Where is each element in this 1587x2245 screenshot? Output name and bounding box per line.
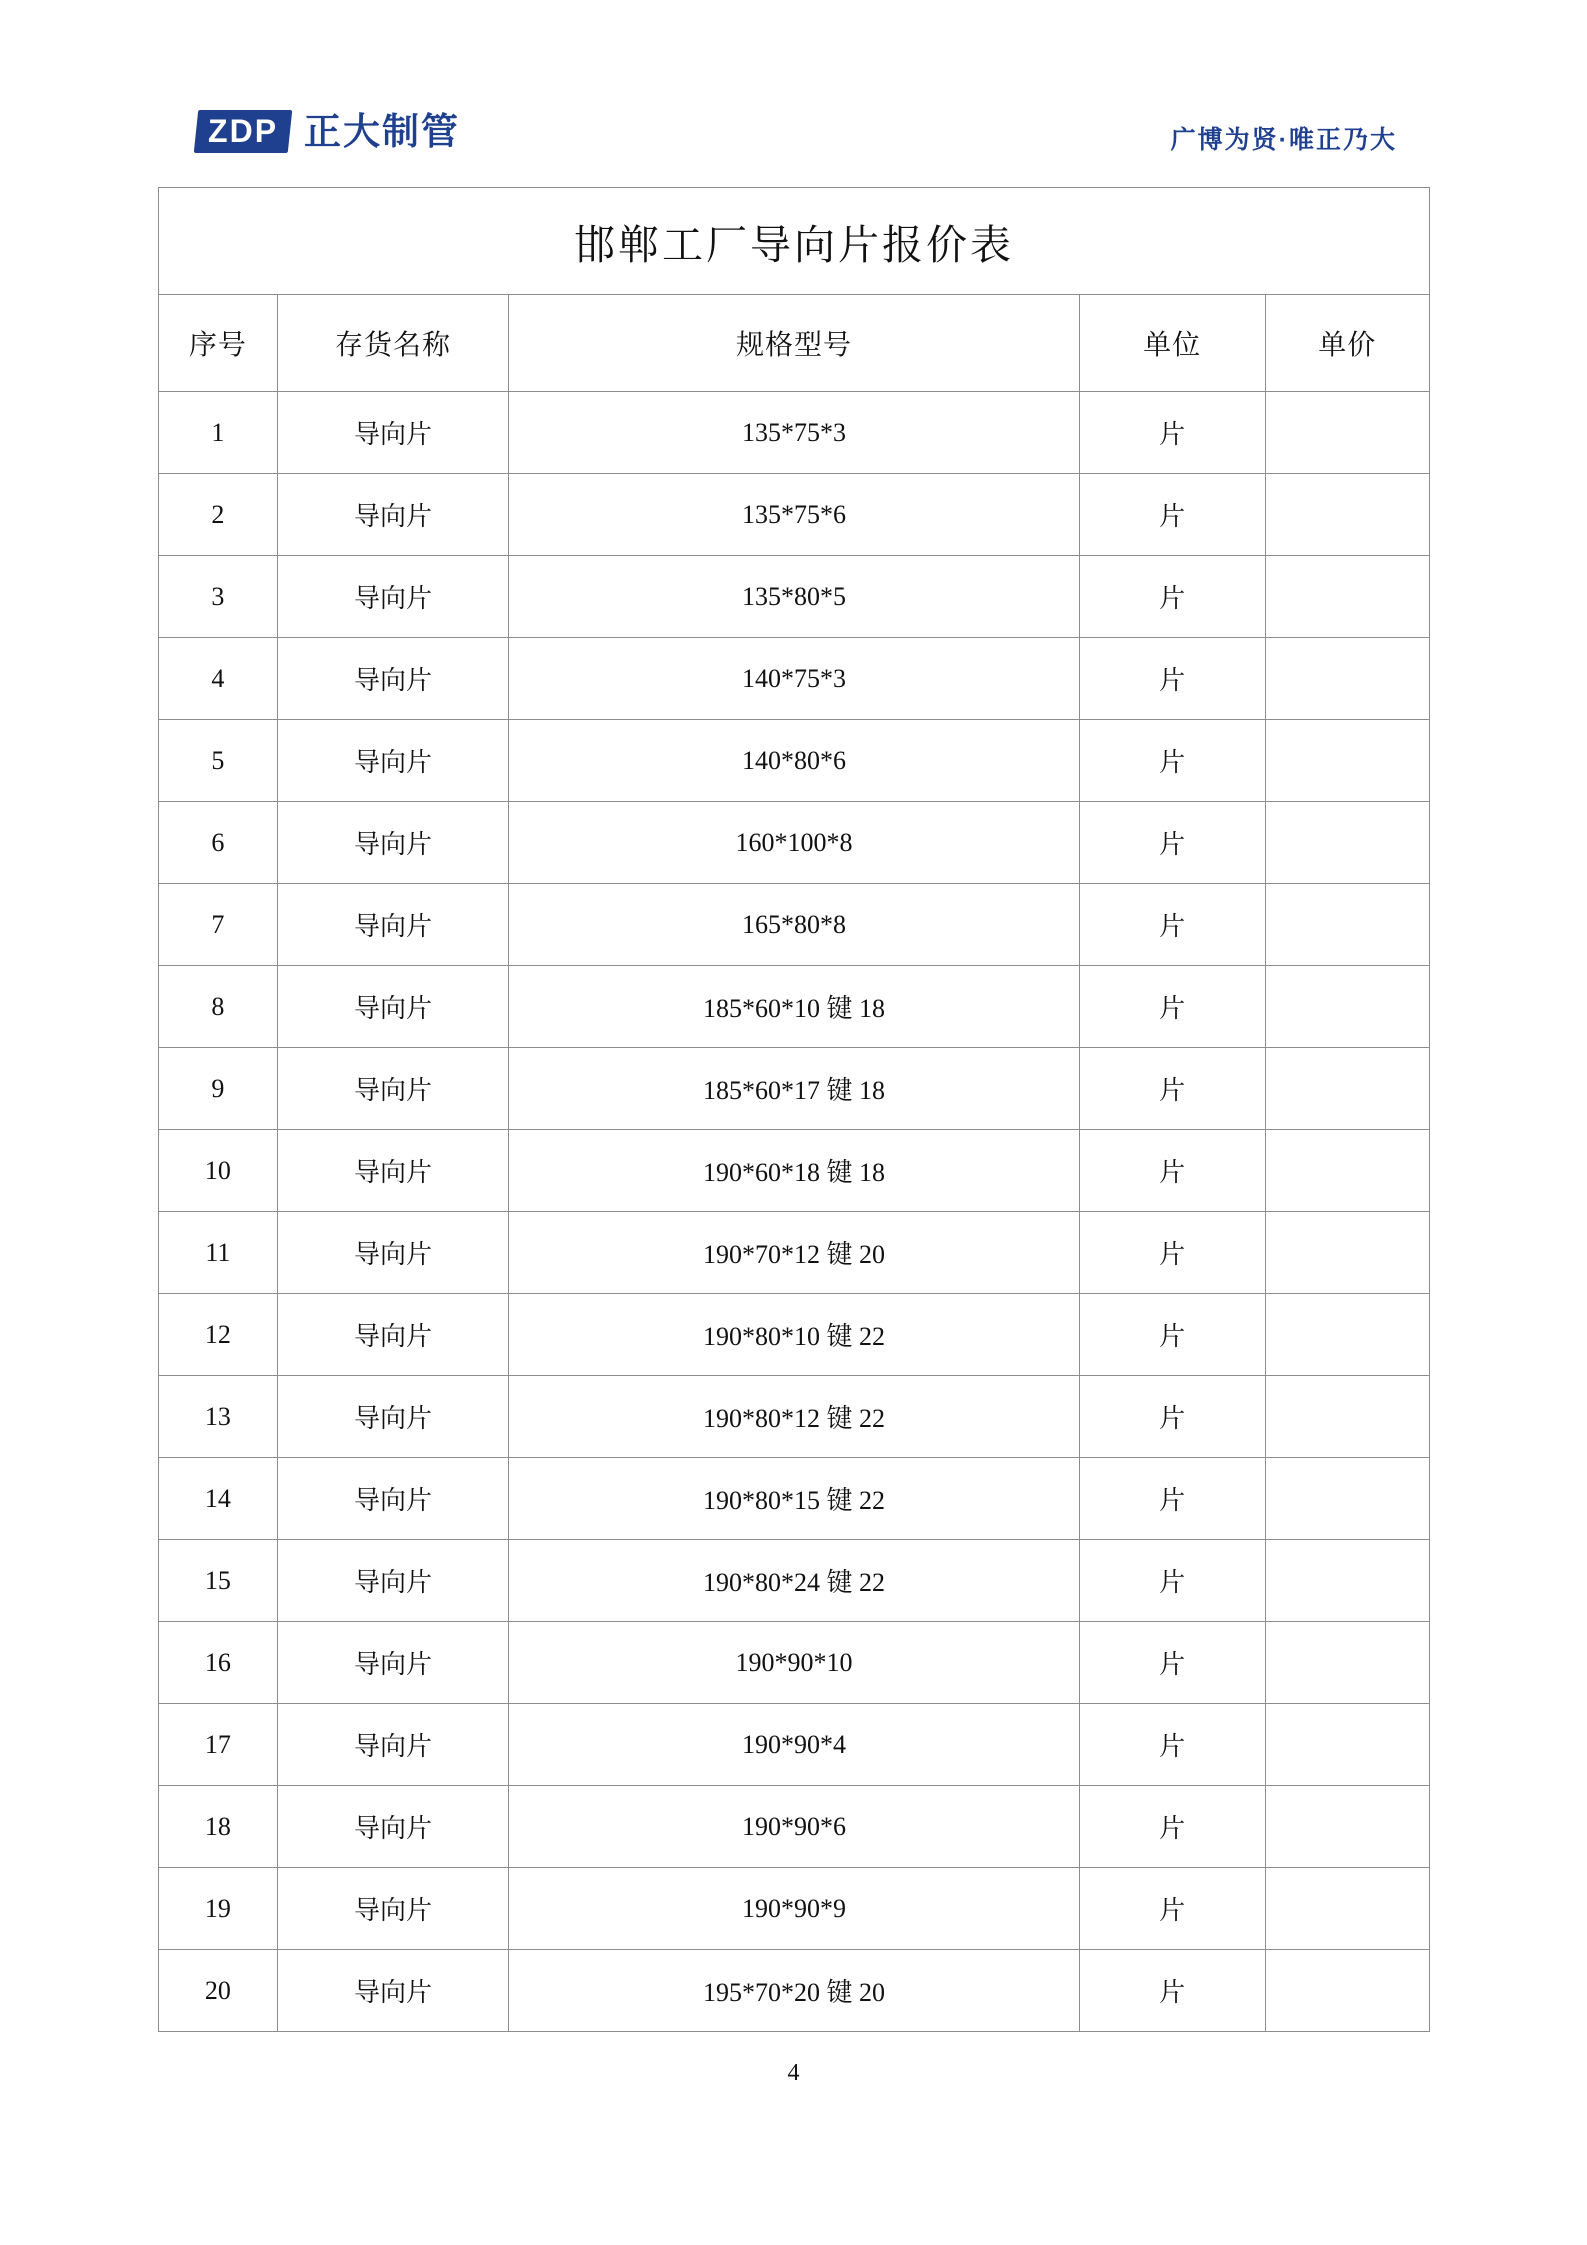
cell-spec: 165*80*8 — [509, 884, 1080, 966]
cell-price — [1265, 802, 1430, 884]
cell-unit: 片 — [1079, 1704, 1265, 1786]
table-row — [159, 1622, 1430, 1704]
cell-index: 12 — [159, 1294, 278, 1376]
cell-spec: 190*90*10 — [509, 1622, 1080, 1704]
table-row — [159, 638, 1430, 720]
cell-price — [1265, 638, 1430, 720]
cell-price — [1265, 1704, 1430, 1786]
cell-price — [1265, 1622, 1430, 1704]
cell-price — [1265, 1376, 1430, 1458]
table-row — [159, 556, 1430, 638]
cell-index: 13 — [159, 1376, 278, 1458]
cell-unit: 片 — [1079, 474, 1265, 556]
cell-unit: 片 — [1079, 1294, 1265, 1376]
page-header — [0, 0, 1587, 185]
cell-unit: 片 — [1079, 1130, 1265, 1212]
cell-unit: 片 — [1079, 884, 1265, 966]
table-row — [159, 1376, 1430, 1458]
table-row — [159, 1540, 1430, 1622]
cell-spec: 185*60*17 键 18 — [509, 1048, 1080, 1130]
cell-name: 导向片 — [277, 556, 508, 638]
logo-mark-text: ZDP — [208, 113, 279, 149]
page-number: 4 — [787, 2060, 800, 2086]
table-row — [159, 884, 1430, 966]
cell-unit: 片 — [1079, 1376, 1265, 1458]
cell-spec: 135*75*3 — [509, 392, 1080, 474]
cell-name: 导向片 — [277, 1622, 508, 1704]
table-title: 邯郸工厂导向片报价表 — [159, 188, 1430, 295]
cell-spec: 135*75*6 — [509, 474, 1080, 556]
cell-index: 3 — [159, 556, 278, 638]
cell-name: 导向片 — [277, 1212, 508, 1294]
cell-index: 20 — [159, 1950, 278, 2032]
cell-price — [1265, 1212, 1430, 1294]
cell-price — [1265, 1540, 1430, 1622]
cell-index: 16 — [159, 1622, 278, 1704]
cell-unit: 片 — [1079, 1048, 1265, 1130]
table-row — [159, 1458, 1430, 1540]
table-row — [159, 1212, 1430, 1294]
cell-spec: 140*80*6 — [509, 720, 1080, 802]
cell-name: 导向片 — [277, 474, 508, 556]
cell-spec: 160*100*8 — [509, 802, 1080, 884]
cell-name: 导向片 — [277, 1786, 508, 1868]
cell-index: 7 — [159, 884, 278, 966]
column-header-index: 序号 — [159, 295, 278, 392]
cell-unit: 片 — [1079, 802, 1265, 884]
cell-index: 2 — [159, 474, 278, 556]
price-table-container — [158, 187, 1430, 2032]
cell-spec: 190*80*10 键 22 — [509, 1294, 1080, 1376]
table-row — [159, 966, 1430, 1048]
cell-unit: 片 — [1079, 1212, 1265, 1294]
table-row — [159, 1950, 1430, 2032]
table-row — [159, 720, 1430, 802]
cell-price — [1265, 1786, 1430, 1868]
table-row — [159, 1868, 1430, 1950]
cell-unit: 片 — [1079, 1540, 1265, 1622]
column-header-name: 存货名称 — [277, 295, 508, 392]
column-header-spec: 规格型号 — [509, 295, 1080, 392]
table-row — [159, 1294, 1430, 1376]
cell-name: 导向片 — [277, 802, 508, 884]
cell-price — [1265, 474, 1430, 556]
cell-index: 14 — [159, 1458, 278, 1540]
cell-price — [1265, 556, 1430, 638]
cell-index: 18 — [159, 1786, 278, 1868]
cell-spec: 140*75*3 — [509, 638, 1080, 720]
cell-spec: 190*80*15 键 22 — [509, 1458, 1080, 1540]
table-title-row — [159, 188, 1430, 295]
cell-name: 导向片 — [277, 1950, 508, 2032]
cell-name: 导向片 — [277, 1868, 508, 1950]
cell-price — [1265, 720, 1430, 802]
cell-spec: 190*70*12 键 20 — [509, 1212, 1080, 1294]
cell-name: 导向片 — [277, 1294, 508, 1376]
cell-index: 15 — [159, 1540, 278, 1622]
cell-price — [1265, 1048, 1430, 1130]
cell-unit: 片 — [1079, 556, 1265, 638]
cell-spec: 190*80*24 键 22 — [509, 1540, 1080, 1622]
table-row — [159, 802, 1430, 884]
cell-index: 6 — [159, 802, 278, 884]
cell-unit: 片 — [1079, 1786, 1265, 1868]
cell-price — [1265, 884, 1430, 966]
table-row — [159, 1704, 1430, 1786]
cell-spec: 135*80*5 — [509, 556, 1080, 638]
table-row — [159, 474, 1430, 556]
cell-name: 导向片 — [277, 1458, 508, 1540]
cell-price — [1265, 1950, 1430, 2032]
table-row — [159, 392, 1430, 474]
cell-price — [1265, 392, 1430, 474]
cell-name: 导向片 — [277, 638, 508, 720]
cell-spec: 190*80*12 键 22 — [509, 1376, 1080, 1458]
table-row — [159, 1048, 1430, 1130]
cell-name: 导向片 — [277, 392, 508, 474]
cell-name: 导向片 — [277, 1130, 508, 1212]
cell-unit: 片 — [1079, 638, 1265, 720]
cell-index: 19 — [159, 1868, 278, 1950]
cell-spec: 185*60*10 键 18 — [509, 966, 1080, 1048]
cell-unit: 片 — [1079, 392, 1265, 474]
cell-index: 10 — [159, 1130, 278, 1212]
cell-spec: 190*90*6 — [509, 1786, 1080, 1868]
cell-price — [1265, 1130, 1430, 1212]
cell-index: 4 — [159, 638, 278, 720]
logo-company-name: 正大制管 — [304, 111, 460, 152]
column-header-unit: 单位 — [1079, 295, 1265, 392]
cell-index: 9 — [159, 1048, 278, 1130]
cell-name: 导向片 — [277, 720, 508, 802]
cell-index: 8 — [159, 966, 278, 1048]
cell-index: 17 — [159, 1704, 278, 1786]
cell-price — [1265, 1868, 1430, 1950]
company-logo — [196, 110, 460, 153]
cell-price — [1265, 966, 1430, 1048]
cell-name: 导向片 — [277, 966, 508, 1048]
cell-name: 导向片 — [277, 1376, 508, 1458]
cell-spec: 190*90*4 — [509, 1704, 1080, 1786]
cell-name: 导向片 — [277, 1704, 508, 1786]
table-row — [159, 1786, 1430, 1868]
cell-index: 5 — [159, 720, 278, 802]
price-table — [158, 187, 1430, 2032]
company-slogan: 广博为贤·唯正乃大 — [1170, 126, 1397, 154]
cell-name: 导向片 — [277, 884, 508, 966]
column-header-price: 单价 — [1265, 295, 1430, 392]
cell-name: 导向片 — [277, 1540, 508, 1622]
cell-price — [1265, 1294, 1430, 1376]
table-header-row — [159, 295, 1430, 392]
cell-unit: 片 — [1079, 1622, 1265, 1704]
cell-spec: 190*60*18 键 18 — [509, 1130, 1080, 1212]
cell-unit: 片 — [1079, 966, 1265, 1048]
cell-price — [1265, 1458, 1430, 1540]
cell-unit: 片 — [1079, 1950, 1265, 2032]
table-row — [159, 1130, 1430, 1212]
cell-unit: 片 — [1079, 720, 1265, 802]
cell-spec: 190*90*9 — [509, 1868, 1080, 1950]
cell-unit: 片 — [1079, 1868, 1265, 1950]
cell-index: 11 — [159, 1212, 278, 1294]
cell-name: 导向片 — [277, 1048, 508, 1130]
logo-mark-icon — [194, 110, 293, 153]
cell-unit: 片 — [1079, 1458, 1265, 1540]
cell-index: 1 — [159, 392, 278, 474]
cell-spec: 195*70*20 键 20 — [509, 1950, 1080, 2032]
